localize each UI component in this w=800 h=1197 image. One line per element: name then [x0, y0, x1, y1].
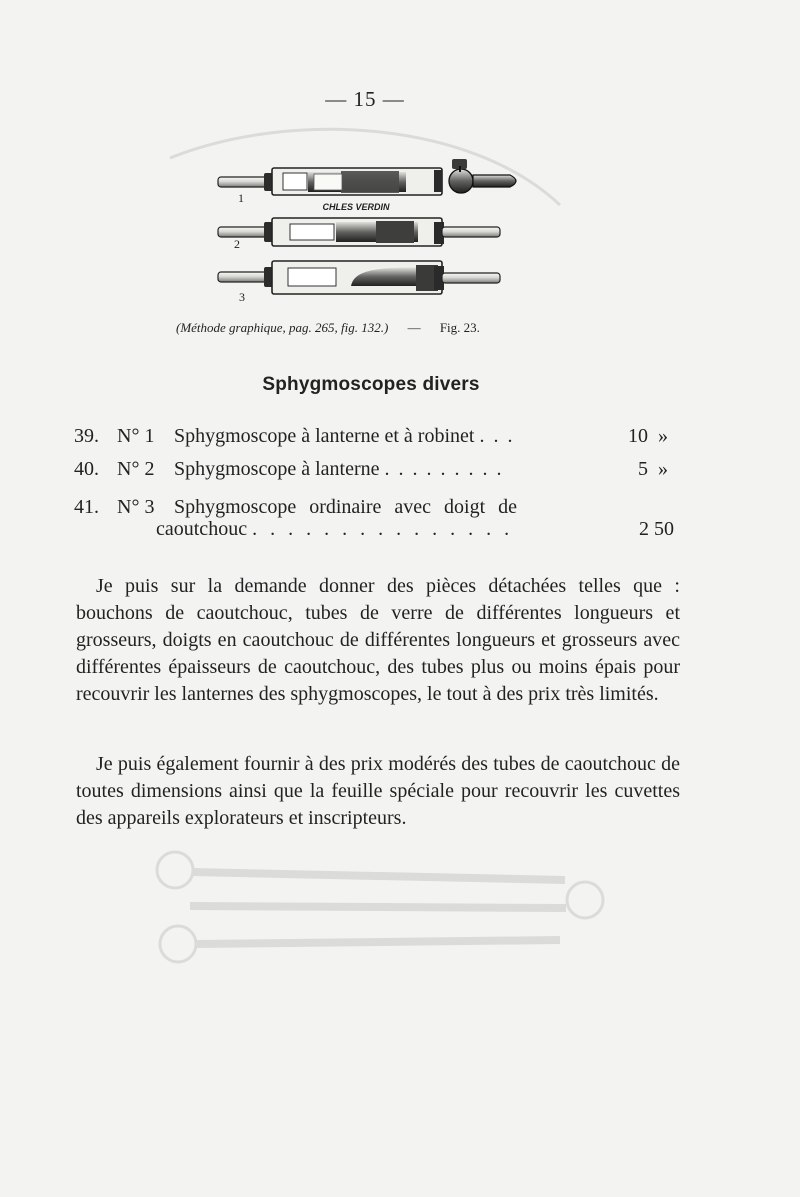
tube-1-drawing: [218, 159, 516, 195]
item-price-mark: »: [658, 458, 668, 480]
maker-label: CHLES VERDIN: [322, 202, 390, 212]
tube-2-drawing: [218, 218, 500, 246]
tube-label-1: 1: [238, 191, 244, 205]
tube-label-3: 3: [239, 290, 245, 304]
item-number: 40.: [74, 458, 99, 480]
body-paragraph-2: Je puis également fournir à des prix modérés des tubes de caoutchouc de toutes dimensions ainsi que la feuille spéciale pour recouvrir les cuvettes des appareils explorateurs et inscripteurs.: [76, 753, 680, 829]
item-description: Sphygmoscope à lanterne et à robinet: [174, 425, 475, 447]
caption-figure-number: Fig. 23.: [439, 320, 480, 335]
item-number: 41.: [74, 496, 99, 518]
caption-method: (Méthode graphique, pag. 265, fig. 132.): [176, 320, 389, 335]
leader-dots: . . .: [479, 425, 515, 447]
item-price-mark: »: [658, 425, 668, 447]
item-price: 2 50: [639, 518, 674, 540]
price-list-item-41: [74, 494, 684, 520]
tube-3-drawing: [218, 261, 500, 294]
item-number: 39.: [74, 425, 99, 447]
item-price: 10: [628, 425, 648, 447]
body-paragraph-1: Je puis sur la demande donner des pièces détachées telles que : bouchons de caoutchouc, tubes de verre de différentes longueurs et grosseurs, doigts en caoutchouc de différentes longueurs et grosseurs avec différentes épaisseurs de caoutchouc, des tubes plus ou moins épais pour recouvrir les lanternes des sphygmoscopes, le tout à des prix très limités.: [76, 575, 680, 705]
price-list-item-40: [74, 456, 684, 482]
leader-dots: . . . . . . . . . . . . . . .: [252, 518, 514, 540]
tube-label-2: 2: [234, 237, 240, 251]
sphygmoscope-illustration: [206, 150, 536, 310]
leader-dots: . . . . . . . . .: [384, 458, 504, 480]
item-model-number: N° 3: [117, 496, 155, 518]
item-price: 5: [638, 458, 648, 480]
page-number: — 15 —: [325, 87, 405, 111]
item-description-continuation: caoutchouc: [156, 518, 248, 540]
item-description: Sphygmoscope ordinaire avec doigt de: [174, 496, 518, 518]
item-model-number: N° 1: [117, 425, 155, 447]
figure-caption: [176, 320, 576, 336]
price-list-item-41-continuation: [156, 518, 513, 541]
sphygmoscope-illustration-svg: [206, 150, 536, 310]
item-description: Sphygmoscope à lanterne: [174, 458, 380, 480]
caption-separator: —: [407, 320, 421, 335]
item-model-number: N° 2: [117, 458, 155, 480]
section-title: Sphygmoscopes divers: [262, 374, 480, 395]
price-list-item-39: [74, 423, 684, 449]
